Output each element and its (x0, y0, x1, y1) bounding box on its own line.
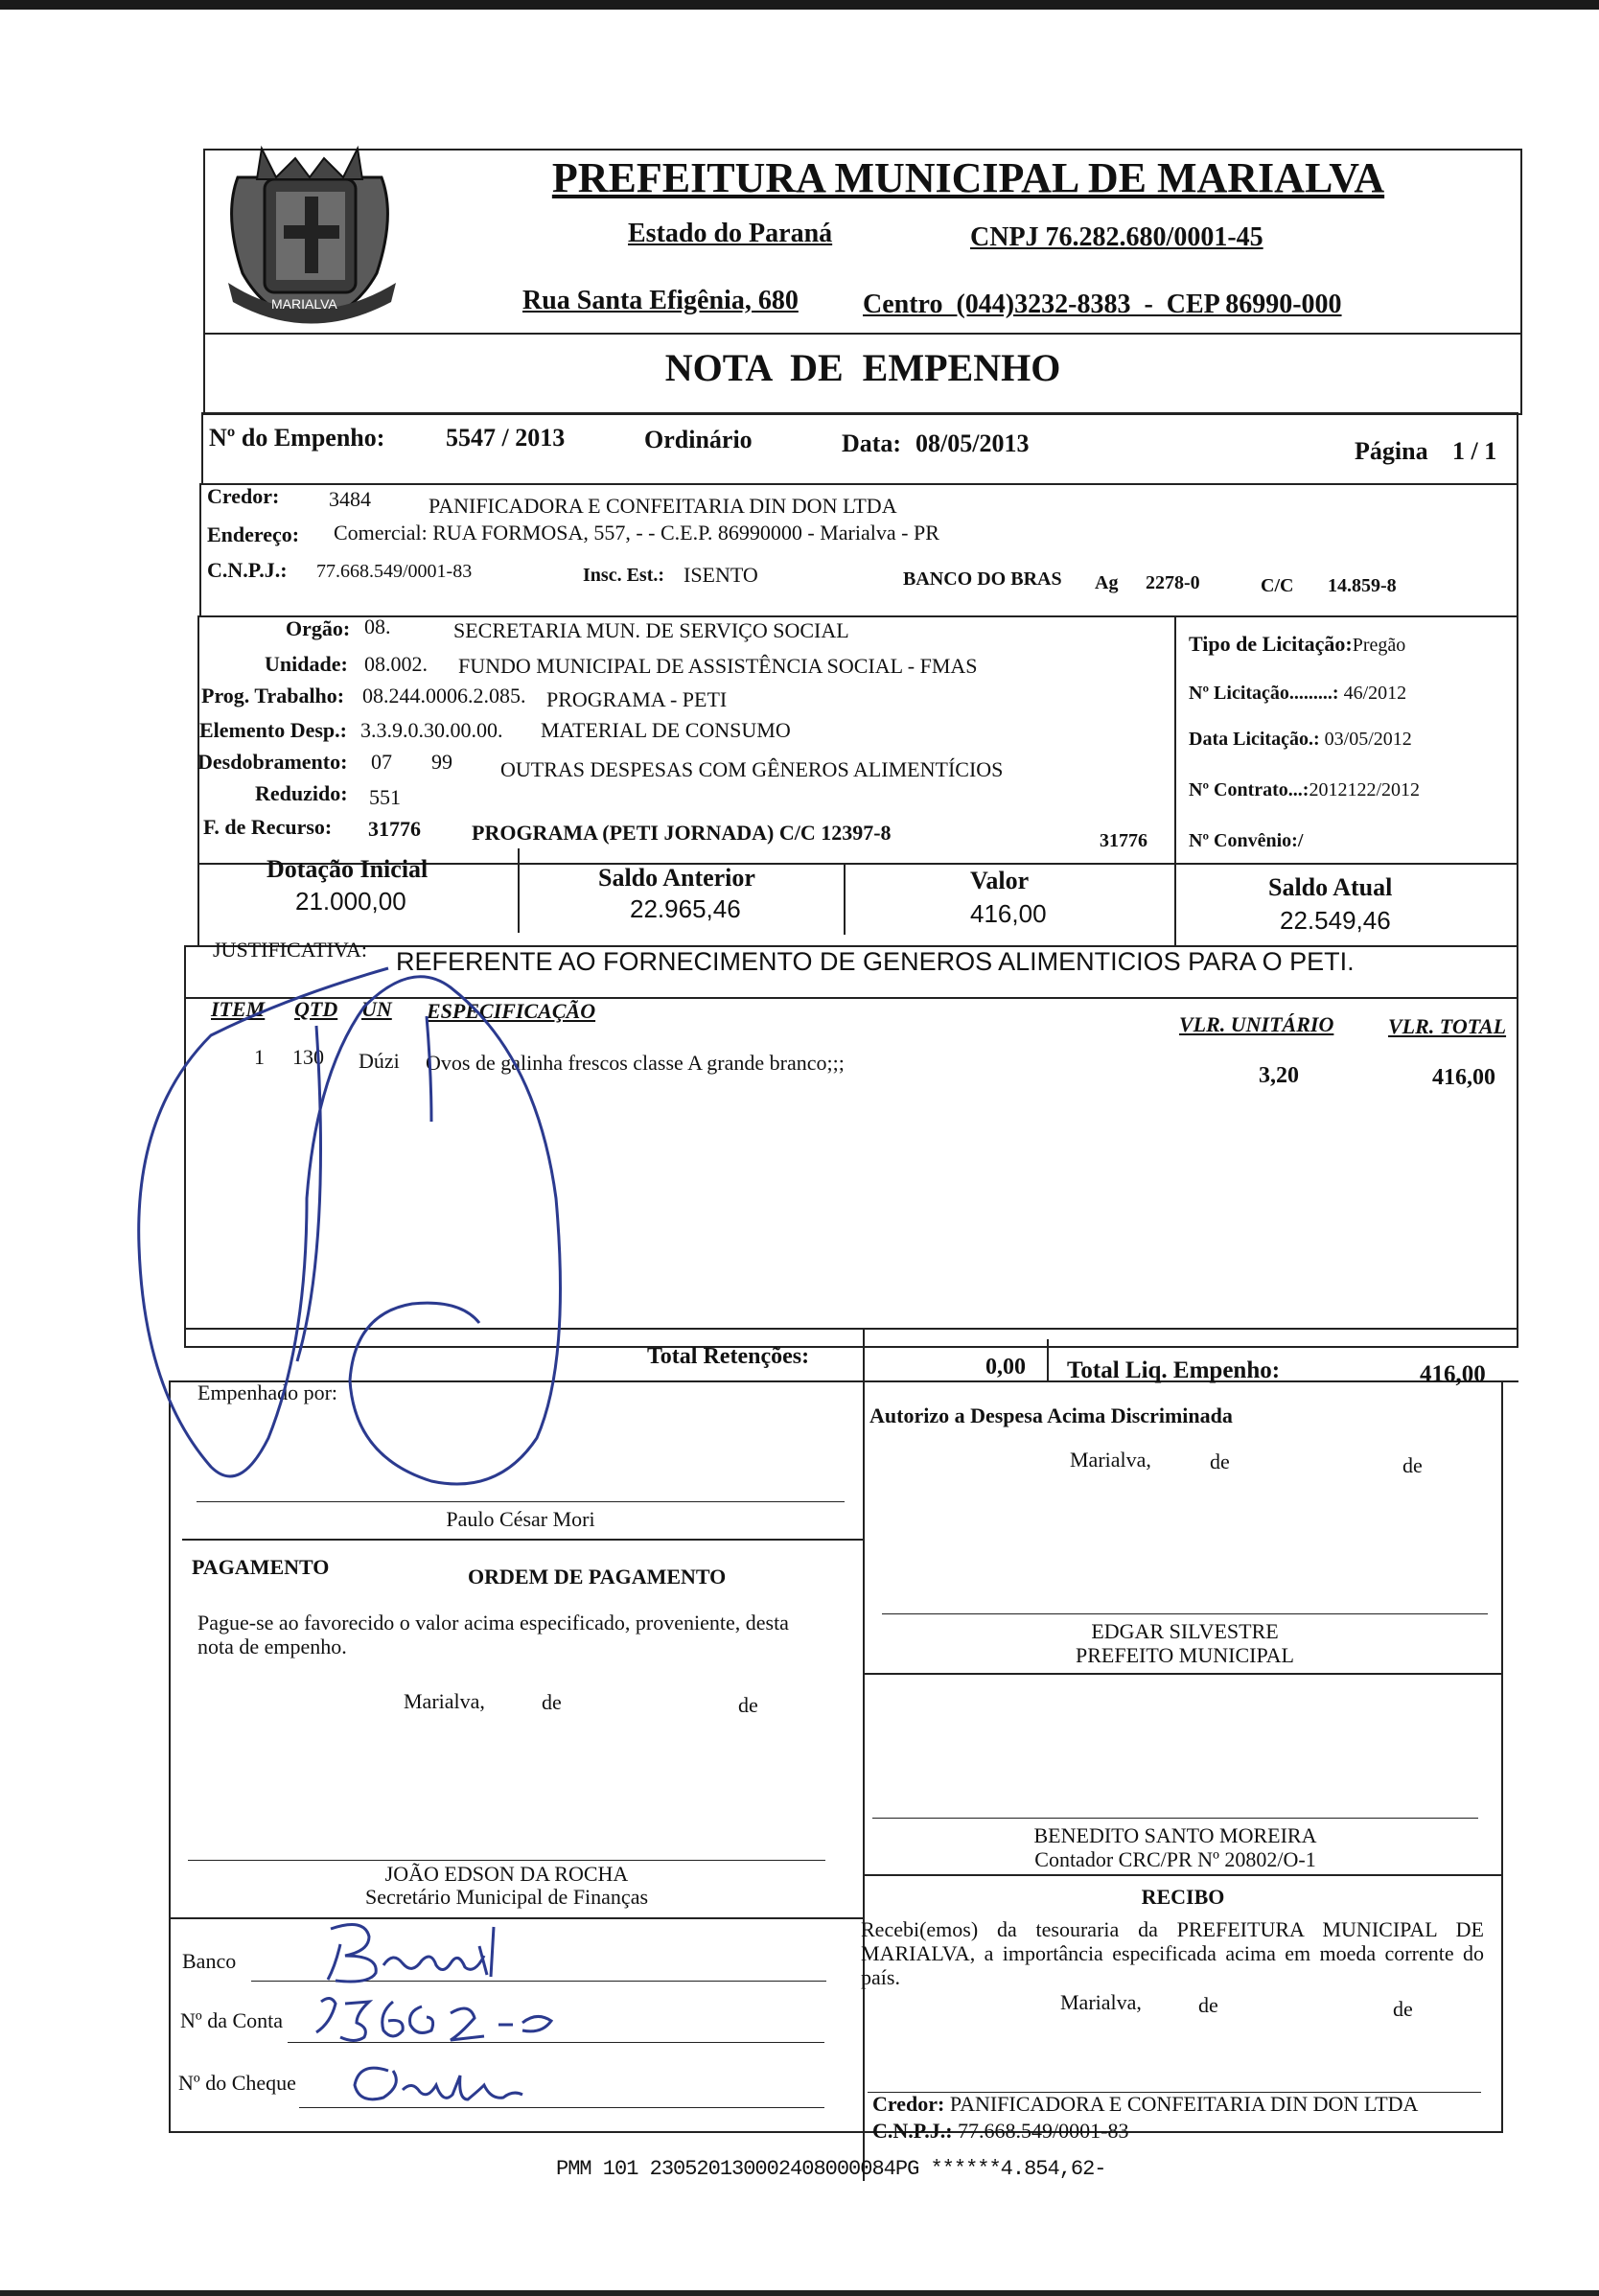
prog-label: Prog. Trabalho: (201, 684, 345, 707)
credor-cnpj-label: C.N.P.J.: (207, 558, 288, 582)
prefeito-name: EDGAR SILVESTRE (1091, 1619, 1279, 1643)
empenho-number: 5547 / 2013 (446, 424, 566, 452)
justificativa-text: REFERENTE AO FORNECIMENTO DE GENEROS ALIMENTICIOS PARA O PETI. (396, 947, 1355, 976)
autorizo-place: Marialva, (1070, 1448, 1151, 1472)
licitacao-num-label: Nº Licitação.........: (1189, 683, 1339, 704)
recurso-name: PROGRAMA (PETI JORNADA) C/C 12397-8 (472, 821, 892, 845)
recibo-title: RECIBO (1141, 1885, 1225, 1909)
ordem-title: ORDEM DE PAGAMENTO (468, 1565, 727, 1589)
desd-a: 07 (371, 750, 392, 774)
unidade-code: 08.002. (364, 652, 428, 676)
machine-print: PMM 101 230520130002408000084PG ******4.854,62- (556, 2157, 1106, 2181)
prefeito-role: PREFEITO MUNICIPAL (1076, 1643, 1294, 1667)
tipo-value: Pregão (1352, 635, 1406, 656)
recibo-text: Recebi(emos) da tesouraria da PREFEITURA MUNICIPAL DE MARIALVA, a importância especificada acima em moeda corrente do país. (861, 1917, 1484, 1989)
col-unit: VLR. UNITÁRIO (1179, 1012, 1334, 1036)
reduzido-label: Reduzido: (255, 781, 348, 805)
scan-bottom-edge (0, 2290, 1599, 2296)
credor-code: 3484 (329, 487, 371, 511)
item-unit: 3,20 (1259, 1063, 1299, 1088)
unidade-name: FUNDO MUNICIPAL DE ASSISTÊNCIA SOCIAL - FMAS (458, 654, 978, 678)
empenhado-name: Paulo César Mori (446, 1507, 595, 1531)
item-num: 1 (254, 1045, 265, 1069)
orgao-name: SECRETARIA MUN. DE SERVIÇO SOCIAL (453, 618, 849, 642)
secretario-name: JOÃO EDSON DA ROCHA (384, 1862, 629, 1886)
saldo-anterior-label: Saldo Anterior (598, 864, 755, 892)
empenho-date: 08/05/2013 (915, 429, 1030, 457)
autorizo-de1: de (1210, 1449, 1230, 1473)
pagamento-de1: de (542, 1690, 562, 1714)
credor-name: PANIFICADORA E CONFEITARIA DIN DON LTDA (429, 494, 897, 518)
recibo-de2: de (1393, 1997, 1413, 2021)
conta-label: Nº da Conta (180, 2008, 284, 2032)
cc-label: C/C (1261, 575, 1294, 596)
dotacao-inicial-label: Dotação Inicial (266, 855, 429, 883)
header-title: PREFEITURA MUNICIPAL DE MARIALVA (551, 154, 1385, 201)
retencoes-value: 0,00 (985, 1355, 1026, 1380)
justificativa-label: JUSTIFICATIVA: (213, 938, 367, 962)
recibo-de1: de (1198, 1993, 1218, 2017)
item-spec: Ovos de galinha frescos classe A grande branco;;; (426, 1051, 845, 1075)
header-cnpj: CNPJ 76.282.680/0001-45 (970, 222, 1263, 252)
page-label: Página (1355, 437, 1428, 465)
ag-value: 2278-0 (1146, 572, 1200, 593)
address-label: Endereço: (207, 522, 300, 546)
desd-label: Desdobramento: (197, 750, 348, 774)
empenhado-label: Empenhado por: (197, 1380, 338, 1404)
item-qtd: 130 (292, 1045, 324, 1069)
header-street: Rua Santa Efigênia, 680 (522, 286, 799, 315)
col-spec: ESPECIFICAÇÃO (427, 999, 596, 1023)
convenio-label: Nº Convênio:/ (1189, 830, 1304, 851)
insc-value: ISENTO (684, 563, 758, 587)
recurso-code2: 31776 (1100, 830, 1147, 851)
page-number: 1 / 1 (1452, 437, 1497, 465)
saldo-anterior-value: 22.965,46 (630, 894, 741, 923)
pagamento-place: Marialva, (404, 1689, 485, 1713)
cc-value: 14.859-8 (1328, 575, 1397, 596)
insc-label: Insc. Est.: (583, 565, 665, 586)
orgao-code: 08. (364, 615, 391, 638)
ag-label: Ag (1095, 572, 1119, 593)
recurso-label: F. de Recurso: (203, 815, 333, 839)
handwritten-conta (316, 1998, 551, 2040)
credor-label: Credor: (207, 484, 280, 508)
autorizo-de2: de (1402, 1453, 1423, 1477)
bank-name: BANCO DO BRAS (903, 568, 1062, 590)
licitacao-data-label: Data Licitação.: (1189, 729, 1320, 750)
prog-name: PROGRAMA - PETI (546, 687, 728, 711)
banco-label: Banco (182, 1949, 237, 1973)
valor-label: Valor (970, 867, 1030, 894)
liq-label: Total Liq. Empenho: (1067, 1357, 1281, 1383)
recibo-cnpj-value: 77.668.549/0001-83 (958, 2119, 1129, 2143)
recibo-place: Marialva, (1060, 1990, 1142, 2014)
contador-role: Contador CRC/PR Nº 20802/O-1 (1034, 1847, 1316, 1871)
empenho-type: Ordinário (644, 426, 753, 453)
item-total: 416,00 (1432, 1065, 1495, 1090)
valor-value: 416,00 (970, 899, 1047, 928)
recurso-code: 31776 (368, 817, 421, 841)
doc-title: NOTA DE EMPENHO (664, 346, 1061, 389)
credor-cnpj: 77.668.549/0001-83 (316, 561, 473, 582)
pagamento-text: Pague-se ao favorecido o valor acima especificado, proveniente, desta nota de empenho. (197, 1611, 789, 1658)
col-item: ITEM (211, 997, 266, 1021)
saldo-atual-value: 22.549,46 (1280, 906, 1391, 935)
col-qtd: QTD (294, 997, 338, 1021)
contrato-label: Nº Contrato...: (1189, 779, 1309, 800)
item-un: Dúzi (359, 1049, 400, 1073)
elem-code: 3.3.9.0.30.00.00. (360, 718, 503, 742)
tipo-label: Tipo de Licitação: (1189, 632, 1353, 656)
cheque-label: Nº do Cheque (178, 2071, 296, 2095)
col-total: VLR. TOTAL (1388, 1014, 1507, 1038)
licitacao-data-value: 03/05/2012 (1324, 729, 1412, 750)
header-state: Estado do Paraná (628, 219, 833, 248)
dotacao-inicial-value: 21.000,00 (295, 887, 406, 916)
retencoes-label: Total Retenções: (647, 1344, 810, 1369)
desd-name: OUTRAS DESPESAS COM GÊNEROS ALIMENTÍCIOS (500, 757, 1004, 781)
handwritten-banco (328, 1925, 494, 1983)
elem-name: MATERIAL DE CONSUMO (541, 718, 791, 742)
pagamento-de2: de (738, 1693, 758, 1717)
header-district: Centro (044)3232-8383 - CEP 86990-000 (863, 290, 1342, 319)
svg-text:MARIALVA: MARIALVA (271, 296, 337, 312)
saldo-atual-label: Saldo Atual (1268, 873, 1393, 901)
contador-name: BENEDITO SANTO MOREIRA (1033, 1823, 1317, 1847)
address-value: Comercial: RUA FORMOSA, 557, - - C.E.P. 86990000 - Marialva - PR (334, 521, 939, 545)
contrato-value: 2012122/2012 (1309, 779, 1421, 800)
pagamento-label: PAGAMENTO (192, 1555, 330, 1579)
reduzido-value: 551 (369, 785, 401, 809)
recibo-credor-label: Credor: (872, 2092, 945, 2116)
elem-label: Elemento Desp.: (199, 718, 347, 742)
recibo-credor-value: PANIFICADORA E CONFEITARIA DIN DON LTDA (949, 2092, 1419, 2116)
desd-b: 99 (431, 750, 452, 774)
unidade-label: Unidade: (265, 652, 348, 676)
secretario-role: Secretário Municipal de Finanças (364, 1885, 649, 1909)
licitacao-num-value: 46/2012 (1343, 683, 1407, 704)
col-un: UN (361, 997, 392, 1021)
prog-code: 08.244.0006.2.085. (362, 684, 526, 707)
recibo-cnpj-label: C.N.P.J.: (872, 2119, 953, 2143)
handwritten-cheque (355, 2068, 522, 2099)
empenho-number-label: Nº do Empenho: (209, 424, 385, 452)
autorizo-title: Autorizo a Despesa Acima Discriminada (869, 1403, 1233, 1427)
liq-value: 416,00 (1420, 1361, 1486, 1387)
empenho-date-label: Data: (842, 429, 902, 457)
orgao-label: Orgão: (286, 616, 351, 640)
